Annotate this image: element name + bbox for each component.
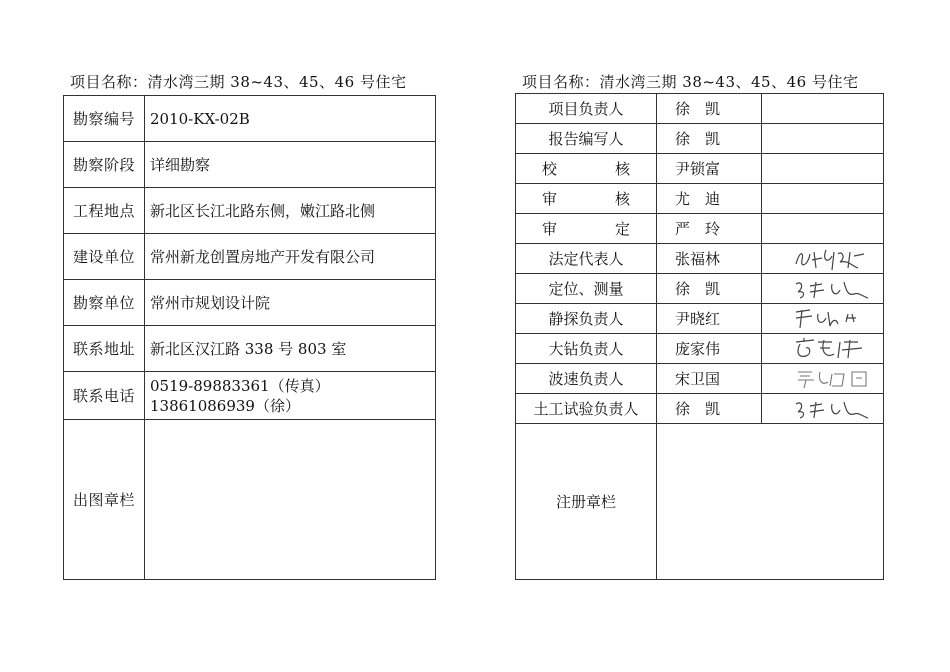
role-spread — [516, 188, 656, 209]
row-label: 工程地点 — [64, 188, 145, 234]
table-row-phone — [64, 372, 436, 420]
left-project-title: 项目名称：清水湾三期 38~43、45、46 号住宅 — [70, 73, 407, 91]
role-char: 校 — [542, 160, 558, 178]
table-row — [516, 184, 884, 214]
table-row — [516, 394, 884, 424]
table-row — [516, 154, 884, 184]
staff-name: 徐 凯 — [657, 124, 762, 154]
phone-line-2: 13861086939（徐） — [150, 396, 300, 415]
handwritten-signature — [792, 336, 872, 362]
staff-name: 尤 迪 — [657, 184, 762, 214]
staff-name: 严 玲 — [657, 214, 762, 244]
table-row — [516, 124, 884, 154]
table-row — [516, 304, 884, 334]
table-row — [516, 214, 884, 244]
row-value: 新北区长江北路东侧，嫩江路北侧 — [145, 188, 436, 234]
table-row — [64, 326, 436, 372]
staff-signature-table — [515, 93, 884, 580]
signature-cell — [762, 184, 884, 214]
staff-name: 庞家伟 — [657, 334, 762, 364]
survey-info-table — [63, 95, 436, 580]
signature-cell — [762, 394, 884, 424]
stamp-row — [64, 420, 436, 580]
row-value: 详细勘察 — [145, 142, 436, 188]
role-char: 审 — [542, 220, 558, 238]
table-row — [64, 234, 436, 280]
signature-cell — [762, 94, 884, 124]
signature-cell — [762, 364, 884, 394]
row-label: 勘察编号 — [64, 96, 145, 142]
staff-name: 尹晓红 — [657, 304, 762, 334]
staff-name: 尹锁富 — [657, 154, 762, 184]
role-char: 核 — [614, 190, 630, 208]
stamp-area — [145, 420, 436, 580]
row-label: 勘察阶段 — [64, 142, 145, 188]
table-row — [516, 94, 884, 124]
role-label: 波速负责人 — [516, 364, 657, 394]
role-label: 定位、测量 — [516, 274, 657, 304]
signature-cell — [762, 214, 884, 244]
register-row — [516, 424, 884, 580]
row-label: 建设单位 — [64, 234, 145, 280]
right-project-title: 项目名称：清水湾三期 38~43、45、46 号住宅 — [522, 73, 859, 91]
row-value: 新北区汉江路 338 号 803 室 — [145, 326, 436, 372]
role-label — [516, 184, 657, 214]
table-row — [64, 188, 436, 234]
role-spread — [516, 218, 656, 239]
register-area — [657, 424, 884, 580]
row-label: 勘察单位 — [64, 280, 145, 326]
role-label: 土工试验负责人 — [516, 394, 657, 424]
staff-name: 徐 凯 — [657, 394, 762, 424]
role-char: 定 — [614, 220, 630, 238]
role-label: 法定代表人 — [516, 244, 657, 274]
handwritten-signature — [792, 306, 872, 332]
row-label: 联系地址 — [64, 326, 145, 372]
role-char: 核 — [614, 160, 630, 178]
row-label: 联系电话 — [64, 372, 145, 420]
table-row — [516, 364, 884, 394]
row-value: 常州新龙创置房地产开发有限公司 — [145, 234, 436, 280]
role-label: 静探负责人 — [516, 304, 657, 334]
phone-line-1: 0519-89883361（传真） — [150, 376, 330, 395]
staff-name: 宋卫国 — [657, 364, 762, 394]
handwritten-signature — [792, 276, 872, 302]
role-label: 项目负责人 — [516, 94, 657, 124]
row-value: 2010-KX-02B — [145, 96, 436, 142]
role-label — [516, 154, 657, 184]
staff-name: 徐 凯 — [657, 274, 762, 304]
signature-cell — [762, 304, 884, 334]
table-row — [64, 280, 436, 326]
role-spread — [516, 158, 656, 179]
row-value: 常州市规划设计院 — [145, 280, 436, 326]
handwritten-signature — [792, 246, 872, 272]
handwritten-signature — [792, 396, 872, 422]
table-row — [64, 142, 436, 188]
role-label: 大钻负责人 — [516, 334, 657, 364]
stamp-label: 出图章栏 — [64, 420, 145, 580]
table-row — [516, 334, 884, 364]
signature-cell — [762, 244, 884, 274]
register-label: 注册章栏 — [516, 424, 657, 580]
handwritten-signature — [792, 366, 872, 392]
role-label: 报告编写人 — [516, 124, 657, 154]
signature-cell — [762, 274, 884, 304]
staff-name: 张福林 — [657, 244, 762, 274]
table-row — [516, 244, 884, 274]
table-row — [64, 96, 436, 142]
staff-name: 徐 凯 — [657, 94, 762, 124]
signature-cell — [762, 334, 884, 364]
phone-value — [145, 372, 436, 420]
table-row — [516, 274, 884, 304]
signature-cell — [762, 124, 884, 154]
signature-cell — [762, 154, 884, 184]
role-char: 审 — [542, 190, 558, 208]
role-label — [516, 214, 657, 244]
